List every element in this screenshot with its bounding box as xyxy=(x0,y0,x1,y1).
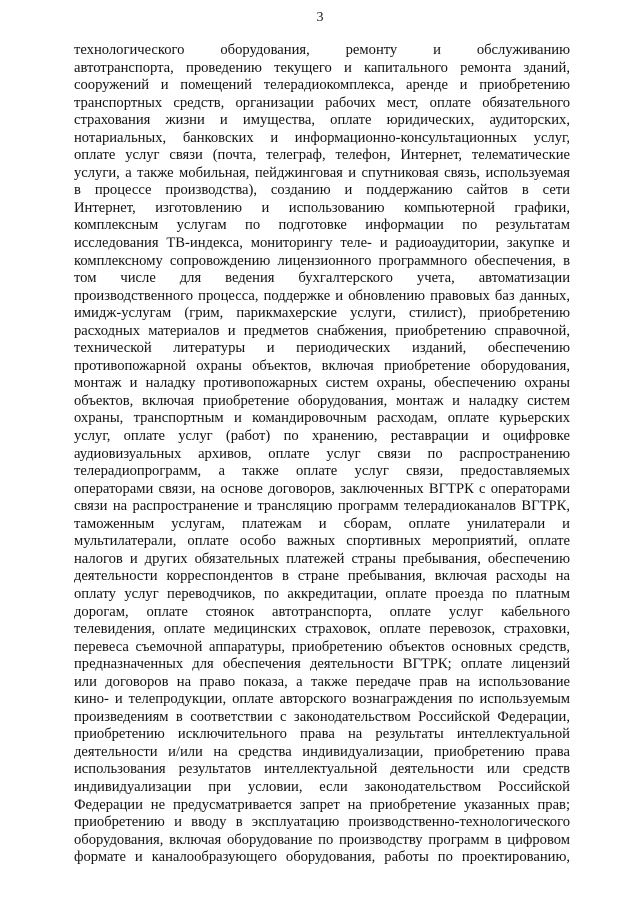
text-line: производственного процесса, поддержке и обновлению правовых баз данных, xyxy=(74,287,570,304)
text-line: дорогам, оплате стоянок автотранспорта, оплате услуг кабельного xyxy=(74,603,570,620)
page-number: 3 xyxy=(316,10,324,25)
text-line: перевеса съемочной аппаратуры, приобретению объектов основных средств, xyxy=(74,638,570,655)
text-line: приобретению и вводу в эксплуатацию производственно-технологического xyxy=(74,814,570,831)
text-line: приобретению исключительного права на результаты интеллектуальной xyxy=(74,726,570,743)
text-line: оплате услуг связи (почта, телеграф, телефон, Интернет, телематические xyxy=(74,147,570,164)
text-line: технологического оборудования, ремонту и обслуживанию xyxy=(74,42,570,58)
text-line: произведениям в соответствии с законодательством Российской Федерации, xyxy=(74,708,570,725)
text-line: аудиовизуальных архивов, оплате услуг связи по распространению xyxy=(74,445,570,462)
text-line: Интернет, изготовлению и использованию компьютерной графики, xyxy=(74,199,570,216)
text-line: операторами связи, на основе договоров, заключенных ВГТРК с операторами xyxy=(74,480,570,497)
text-line: или договоров на право показа, а также передаче прав на использование xyxy=(74,673,570,690)
text-line: оплату услуг переводчиков, по аккредитации, оплате проезда по платным xyxy=(74,585,570,602)
body-text xyxy=(74,42,570,867)
text-line: телевидения, оплате медицинских страховок, оплате перевозок, страховки, xyxy=(74,621,570,638)
text-line: комплексным услугам по подготовке информации по результатам xyxy=(74,217,570,234)
text-line: кино- и телепродукции, оплате авторского вознаграждения по используемым xyxy=(74,691,570,708)
text-line: в процессе производства), созданию и поддержанию сайтов в сети xyxy=(74,182,570,199)
text-line: услуг, оплате услуг (работ) по хранению, реставрации и оцифровке xyxy=(74,428,570,445)
text-line: использования результатов интеллектуальной деятельности или средств xyxy=(74,761,570,778)
text-line: мультилатерали, оплате особо важных спортивных мероприятий, оплате xyxy=(74,533,570,550)
text-line: имидж-услугам (грим, парикмахерские услуги, стилист), приобретению xyxy=(74,305,570,322)
text-line: предназначенных для обеспечения деятельности ВГТРК; оплате лицензий xyxy=(74,656,570,673)
text-line: автотранспорта, проведению текущего и капитального ремонта зданий, xyxy=(74,59,570,76)
text-line: том числе для ведения бухгалтерского учета, автоматизации xyxy=(74,270,570,287)
text-line: услуги, а также мобильная, пейджинговая и спутниковая связь, используемая xyxy=(74,164,570,181)
text-line: таможенным услугам, платежам и сборам, оплате унилатерали и xyxy=(74,515,570,532)
text-line: связи на распространение и трансляцию программ телерадиоканалов ВГТРК, xyxy=(74,498,570,515)
text-line: оборудования, включая оборудование по производству программ в цифровом xyxy=(74,831,570,848)
text-line: монтаж и наладку противопожарных систем охраны, обеспечению охраны xyxy=(74,375,570,392)
text-line: транспортных средств, организации рабочих мест, оплате обязательного xyxy=(74,94,570,111)
text-line: страхования жизни и имущества, оплате юридических, аудиторских, xyxy=(74,112,570,129)
text-line: комплексному сопровождению лицензионного программного обеспечения, в xyxy=(74,252,570,269)
text-line: деятельности корреспондентов в стране пребывания, включая расходы на xyxy=(74,568,570,585)
text-line: охраны, транспортным и командировочным расходам, оплате курьерских xyxy=(74,410,570,427)
text-line: телерадиопрограмм, а также оплате услуг связи, предоставляемых xyxy=(74,463,570,480)
text-line: противопожарной охраны объектов, включая приобретение оборудования, xyxy=(74,357,570,374)
text-line: объектов, включая приобретение оборудования, монтаж и наладку систем xyxy=(74,392,570,409)
text-line: Федерации не предусматривается запрет на приобретение указанных прав; xyxy=(74,796,570,813)
text-line: индивидуализации при условии, если законодательством Российской xyxy=(74,778,570,795)
text-line: нотариальных, банковских и информационно-консультационных услуг, xyxy=(74,129,570,146)
text-line: технической литературы и периодических изданий, обеспечению xyxy=(74,340,570,357)
text-line: исследования ТВ-индекса, мониторингу теле- и радиоаудитории, закупке и xyxy=(74,235,570,252)
text-line: налогов и других обязательных платежей страны пребывания, обеспечению xyxy=(74,550,570,567)
text-line: сооружений и помещений телерадиокомплекса, аренде и приобретению xyxy=(74,77,570,94)
text-line: деятельности и/или на средства индивидуализации, приобретению права xyxy=(74,743,570,760)
text-line: формате и каналообразующего оборудования, работы по проектированию, xyxy=(74,849,570,866)
text-line: расходных материалов и предметов снабжения, приобретению справочной, xyxy=(74,322,570,339)
